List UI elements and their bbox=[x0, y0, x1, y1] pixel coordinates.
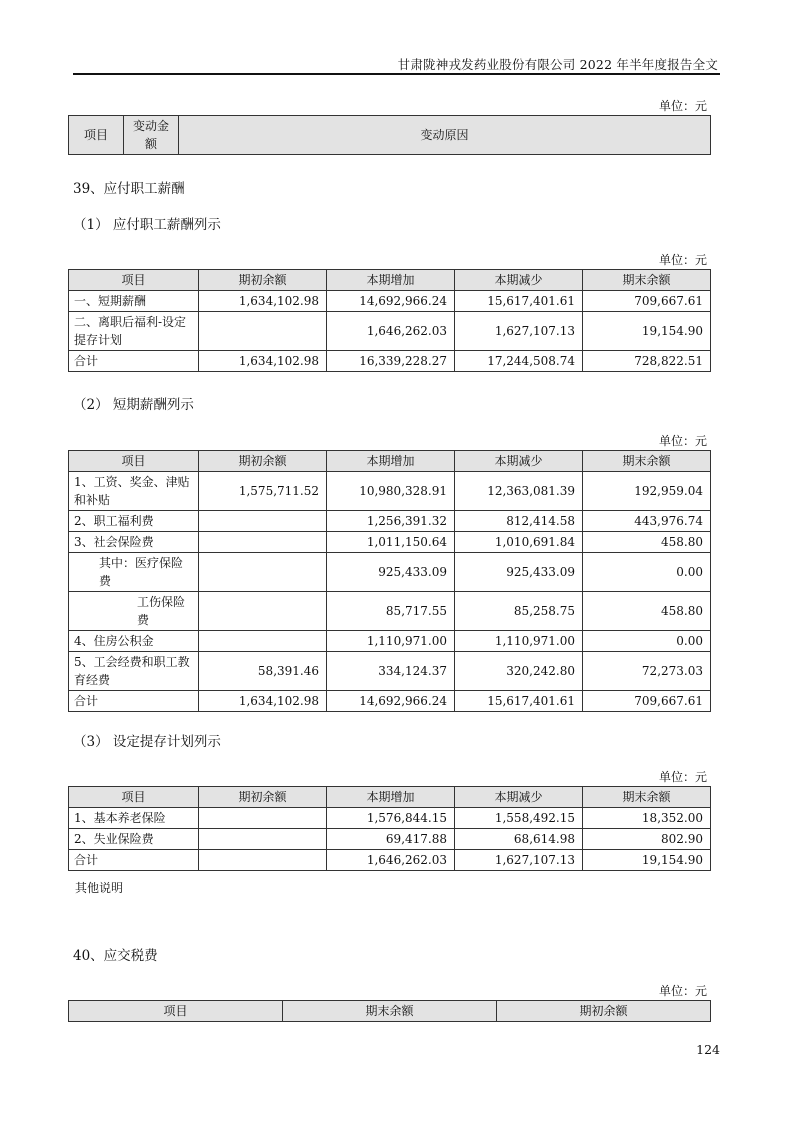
row-label: 2、职工福利费 bbox=[69, 511, 199, 532]
cell-value: 709,667.61 bbox=[583, 291, 711, 312]
cell-value: 19,154.90 bbox=[583, 850, 711, 871]
cell-value: 1,010,691.84 bbox=[455, 532, 583, 553]
table-total-row bbox=[69, 351, 711, 372]
cell-value: 72,273.03 bbox=[583, 652, 711, 691]
header-divider bbox=[73, 73, 720, 75]
cell-value: 1,627,107.13 bbox=[455, 850, 583, 871]
cell-value bbox=[199, 592, 327, 631]
short-term-payroll-table bbox=[68, 450, 711, 712]
header-cell: 项目 bbox=[69, 787, 199, 808]
subsection-1-title: （1） 应付职工薪酬列示 bbox=[73, 217, 221, 233]
cell-value: 1,646,262.03 bbox=[327, 312, 455, 351]
cell-value: 1,634,102.98 bbox=[199, 291, 327, 312]
row-label: 合计 bbox=[69, 351, 199, 372]
header-cell: 期初余额 bbox=[199, 787, 327, 808]
header-cell: 项目 bbox=[69, 116, 124, 155]
taxes-payable-table bbox=[68, 1000, 711, 1022]
table-total-row bbox=[69, 691, 711, 712]
cell-value: 58,391.46 bbox=[199, 652, 327, 691]
unit-label-top: 单位：元 bbox=[658, 99, 707, 113]
section-40-title: 40、应交税费 bbox=[73, 948, 158, 964]
row-label: 1、工资、奖金、津贴和补贴 bbox=[69, 472, 199, 511]
cell-value: 17,244,508.74 bbox=[455, 351, 583, 372]
header-cell: 期末余额 bbox=[583, 451, 711, 472]
unit-label-sec40: 单位：元 bbox=[658, 984, 707, 998]
table-row bbox=[69, 472, 711, 511]
unit-label-sub1: 单位：元 bbox=[658, 253, 707, 267]
table-row bbox=[69, 808, 711, 829]
cell-value bbox=[199, 631, 327, 652]
cell-value bbox=[199, 312, 327, 351]
row-label: 一、短期薪酬 bbox=[69, 291, 199, 312]
subsection-2-title: （2） 短期薪酬列示 bbox=[73, 397, 194, 413]
header-cell: 本期增加 bbox=[327, 787, 455, 808]
cell-value: 334,124.37 bbox=[327, 652, 455, 691]
cell-value: 10,980,328.91 bbox=[327, 472, 455, 511]
cell-value: 1,558,492.15 bbox=[455, 808, 583, 829]
header-cell: 本期减少 bbox=[455, 787, 583, 808]
cell-value: 85,717.55 bbox=[327, 592, 455, 631]
cell-value: 458.80 bbox=[583, 592, 711, 631]
cell-value: 1,627,107.13 bbox=[455, 312, 583, 351]
other-notes-label: 其他说明 bbox=[75, 881, 124, 895]
header-cell: 本期减少 bbox=[455, 270, 583, 291]
cell-value: 925,433.09 bbox=[455, 553, 583, 592]
cell-value bbox=[199, 808, 327, 829]
cell-value: 15,617,401.61 bbox=[455, 691, 583, 712]
table-header-row bbox=[69, 787, 711, 808]
unit-label-sub3: 单位：元 bbox=[658, 770, 707, 784]
cell-value: 709,667.61 bbox=[583, 691, 711, 712]
cell-value: 443,976.74 bbox=[583, 511, 711, 532]
cell-value: 1,110,971.00 bbox=[455, 631, 583, 652]
cell-value: 728,822.51 bbox=[583, 351, 711, 372]
defined-contribution-table bbox=[68, 786, 711, 871]
row-label: 4、住房公积金 bbox=[69, 631, 199, 652]
table-row bbox=[69, 312, 711, 351]
cell-value: 925,433.09 bbox=[327, 553, 455, 592]
cell-value: 458.80 bbox=[583, 532, 711, 553]
header-cell: 项目 bbox=[69, 451, 199, 472]
cell-value: 16,339,228.27 bbox=[327, 351, 455, 372]
cell-value: 812,414.58 bbox=[455, 511, 583, 532]
table-row bbox=[69, 511, 711, 532]
cell-value: 18,352.00 bbox=[583, 808, 711, 829]
cell-value: 1,575,711.52 bbox=[199, 472, 327, 511]
cell-value: 69,417.88 bbox=[327, 829, 455, 850]
page-number: 124 bbox=[696, 1042, 720, 1057]
row-label: 二、离职后福利-设定提存计划 bbox=[69, 312, 199, 351]
row-label: 2、失业保险费 bbox=[69, 829, 199, 850]
cell-value: 1,256,391.32 bbox=[327, 511, 455, 532]
cell-value: 12,363,081.39 bbox=[455, 472, 583, 511]
cell-value: 320,242.80 bbox=[455, 652, 583, 691]
cell-value bbox=[199, 553, 327, 592]
table-header-row bbox=[69, 451, 711, 472]
cell-value: 1,011,150.64 bbox=[327, 532, 455, 553]
unit-label-sub2: 单位：元 bbox=[658, 434, 707, 448]
header-cell: 本期增加 bbox=[327, 270, 455, 291]
document-header-title: 甘肃陇神戎发药业股份有限公司 2022 年半年度报告全文 bbox=[397, 57, 718, 72]
payroll-table bbox=[68, 269, 711, 372]
header-cell: 本期减少 bbox=[455, 451, 583, 472]
row-label: 工伤保险费 bbox=[69, 592, 199, 631]
cell-value: 0.00 bbox=[583, 553, 711, 592]
cell-value: 0.00 bbox=[583, 631, 711, 652]
cell-value: 1,576,844.15 bbox=[327, 808, 455, 829]
header-cell: 变动金额 bbox=[124, 116, 179, 155]
table-header-row bbox=[69, 1001, 711, 1022]
change-reason-table bbox=[68, 115, 711, 155]
table-total-row bbox=[69, 850, 711, 871]
row-label: 3、社会保险费 bbox=[69, 532, 199, 553]
header-cell: 期末余额 bbox=[583, 270, 711, 291]
header-cell: 期初余额 bbox=[199, 451, 327, 472]
cell-value: 192,959.04 bbox=[583, 472, 711, 511]
table-row bbox=[69, 631, 711, 652]
cell-value bbox=[199, 829, 327, 850]
cell-value: 1,110,971.00 bbox=[327, 631, 455, 652]
header-cell: 期末余额 bbox=[583, 787, 711, 808]
cell-value bbox=[199, 511, 327, 532]
table-row bbox=[69, 553, 711, 592]
cell-value bbox=[199, 532, 327, 553]
cell-value: 15,617,401.61 bbox=[455, 291, 583, 312]
cell-value: 85,258.75 bbox=[455, 592, 583, 631]
header-cell: 项目 bbox=[69, 270, 199, 291]
header-cell: 项目 bbox=[69, 1001, 283, 1022]
section-39-title: 39、应付职工薪酬 bbox=[73, 181, 185, 197]
cell-value: 14,692,966.24 bbox=[327, 291, 455, 312]
cell-value: 19,154.90 bbox=[583, 312, 711, 351]
row-label: 合计 bbox=[69, 850, 199, 871]
header-cell: 本期增加 bbox=[327, 451, 455, 472]
cell-value: 1,646,262.03 bbox=[327, 850, 455, 871]
table-row bbox=[69, 291, 711, 312]
row-label: 1、基本养老保险 bbox=[69, 808, 199, 829]
row-label: 合计 bbox=[69, 691, 199, 712]
cell-value: 802.90 bbox=[583, 829, 711, 850]
cell-value bbox=[199, 850, 327, 871]
header-cell: 期末余额 bbox=[283, 1001, 497, 1022]
table-header-row bbox=[69, 116, 711, 155]
subsection-3-title: （3） 设定提存计划列示 bbox=[73, 734, 221, 750]
cell-value: 14,692,966.24 bbox=[327, 691, 455, 712]
table-row bbox=[69, 532, 711, 553]
cell-value: 1,634,102.98 bbox=[199, 351, 327, 372]
cell-value: 68,614.98 bbox=[455, 829, 583, 850]
header-cell: 期初余额 bbox=[497, 1001, 711, 1022]
row-label: 5、工会经费和职工教育经费 bbox=[69, 652, 199, 691]
row-label: 其中：医疗保险费 bbox=[69, 553, 199, 592]
cell-value: 1,634,102.98 bbox=[199, 691, 327, 712]
table-row bbox=[69, 652, 711, 691]
table-header-row bbox=[69, 270, 711, 291]
header-cell: 变动原因 bbox=[179, 116, 711, 155]
header-cell: 期初余额 bbox=[199, 270, 327, 291]
table-row bbox=[69, 592, 711, 631]
table-row bbox=[69, 829, 711, 850]
